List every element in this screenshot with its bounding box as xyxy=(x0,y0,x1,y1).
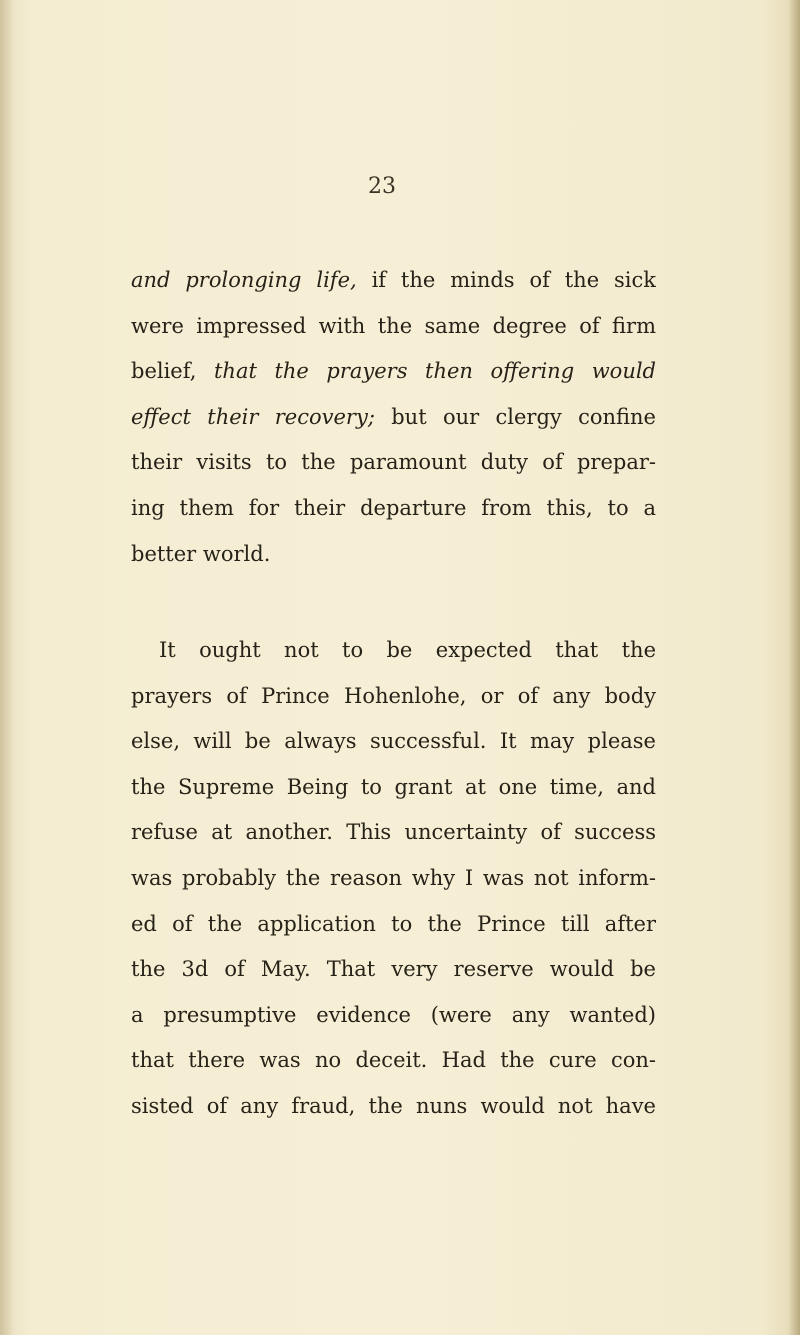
text-segment-italic: that the prayers then offering would xyxy=(213,359,656,384)
text-segment: prayers of Prince Hohenlohe, or of any body xyxy=(131,683,656,708)
text-line xyxy=(131,993,656,1039)
text-segment: if the minds of the sick xyxy=(356,268,656,292)
text-segment: belief, xyxy=(131,359,214,384)
text-line xyxy=(131,719,656,765)
text-segment: ed of the application to the Prince till after xyxy=(131,911,656,936)
text-segment: refuse at another. This uncertainty of success xyxy=(131,820,656,845)
text-segment: else, will be always successful. It may please xyxy=(131,729,656,754)
page-number: 23 xyxy=(368,174,396,199)
text-segment: It ought not to be expected that the xyxy=(159,638,656,662)
text-line xyxy=(131,395,656,441)
text-line xyxy=(131,1084,656,1130)
text-segment: ing them for their departure from this, to a xyxy=(131,495,656,520)
page-edge-shadow xyxy=(788,0,800,1335)
text-line xyxy=(131,628,656,674)
page-gutter-shadow xyxy=(0,0,14,1335)
text-segment-italic: and prolonging life, xyxy=(131,268,357,292)
text-segment: but our clergy confine xyxy=(374,404,656,429)
text-line xyxy=(131,902,656,948)
text-line xyxy=(131,258,656,304)
paragraph-2 xyxy=(131,628,656,1130)
text-segment: was probably the reason why I was not inform- xyxy=(131,865,656,890)
paragraph-1 xyxy=(131,258,656,577)
text-line xyxy=(131,810,656,856)
text-segment: a presumptive evidence (were any wanted) xyxy=(131,1002,656,1027)
text-line xyxy=(131,765,656,811)
text-line xyxy=(131,440,656,486)
text-segment: better world. xyxy=(131,541,271,566)
text-line xyxy=(131,486,656,532)
text-line xyxy=(131,947,656,993)
text-segment-italic: effect their recovery; xyxy=(131,404,375,429)
text-line xyxy=(131,304,656,350)
text-line xyxy=(131,856,656,902)
text-line xyxy=(131,1038,656,1084)
text-segment: were impressed with the same degree of firm xyxy=(131,313,656,338)
text-segment: that there was no deceit. Had the cure con- xyxy=(131,1048,656,1073)
text-segment: their visits to the paramount duty of prepar- xyxy=(131,450,656,475)
text-segment: the Supreme Being to grant at one time, and xyxy=(131,774,656,799)
text-segment: sisted of any fraud, the nuns would not have xyxy=(131,1093,656,1118)
text-line xyxy=(131,674,656,720)
text-line xyxy=(131,349,656,395)
text-line xyxy=(131,532,656,578)
text-segment: the 3d of May. That very reserve would be xyxy=(131,957,656,982)
